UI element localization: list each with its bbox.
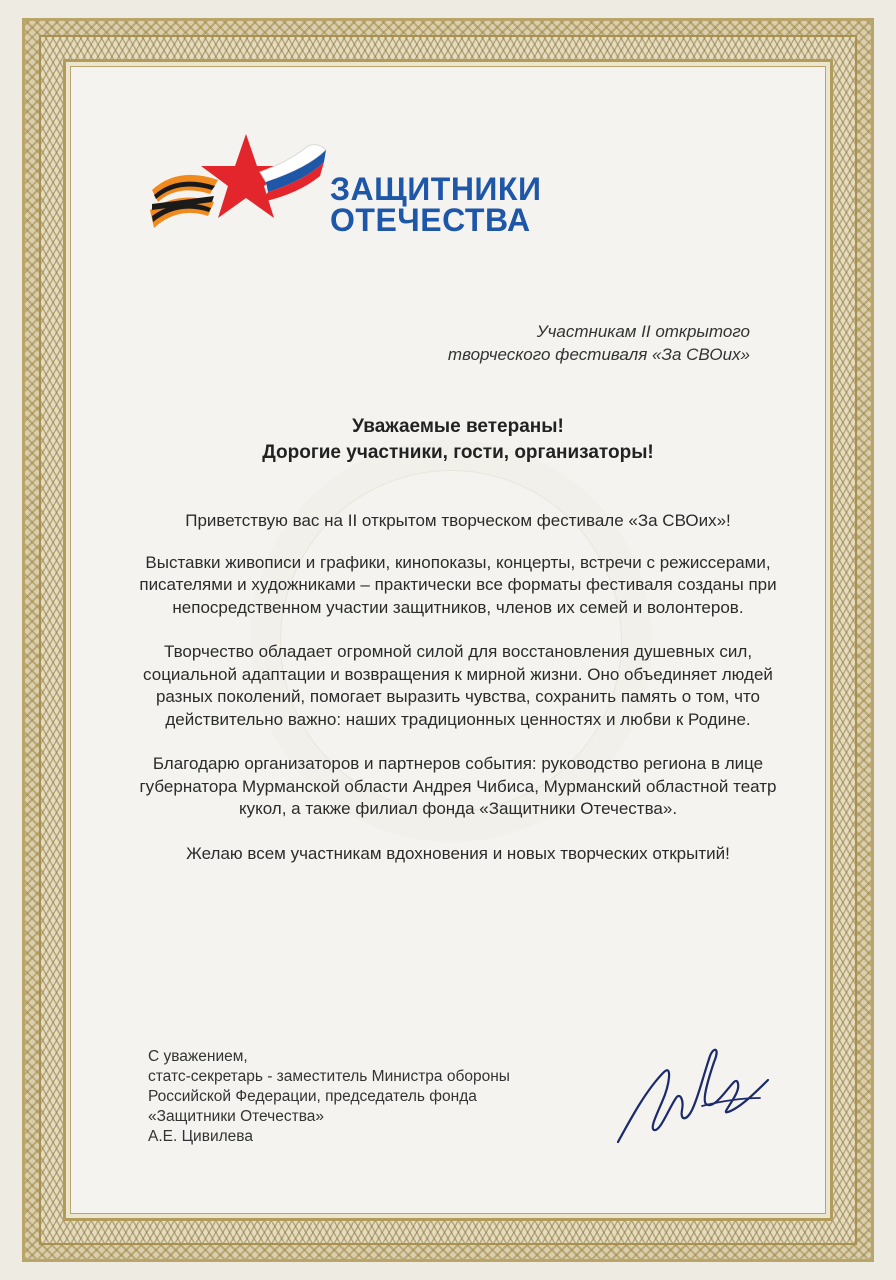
signoff-name: А.Е. Цивилева: [148, 1128, 253, 1145]
letter-body: [120, 510, 796, 887]
foundation-logo: [148, 132, 568, 242]
handwritten-signature-icon: [610, 1040, 780, 1150]
greeting-line-1: Уважаемые ветераны!: [352, 416, 564, 437]
signoff-title-1: статс-секретарь - заместитель Министра обороны: [148, 1068, 510, 1085]
paragraph-welcome: Приветствую вас на II открытом творческом фестивале «За СВОих»!: [185, 511, 731, 530]
signoff-organization: «Защитники Отечества»: [148, 1108, 325, 1125]
russian-flag-ribbon-icon: [260, 145, 326, 202]
logo-line-1: ЗАЩИТНИКИ: [330, 171, 542, 207]
signoff-block: [148, 1047, 588, 1147]
addressee-line-2: творческого фестиваля «За СВОих»: [447, 345, 750, 364]
paragraph-creativity: Творчество обладает огромной силой для восстановления душевных сил, социальной адаптации и возвращения к мирной жизни. Оно объединяет людей разных поколений, помогает выразить чувства, сохранить память о том, что действительно важно: наших традиционных ценностях и любви к Родине.: [143, 642, 773, 729]
st-george-ribbon-icon: [150, 175, 218, 228]
greeting-heading: [100, 414, 816, 466]
greeting-line-2: Дорогие участники, гости, организаторы!: [262, 442, 654, 463]
addressee-line-1: Участникам II открытого: [536, 322, 750, 341]
addressee-block: [330, 320, 750, 366]
logo-wordmark: [330, 171, 542, 238]
logo-line-2: ОТЕЧЕСТВА: [330, 202, 531, 238]
paragraph-wishes: Желаю всем участникам вдохновения и новых творческих открытий!: [186, 843, 730, 863]
logo-emblem-icon: [148, 132, 328, 242]
signoff-regards: С уважением,: [148, 1048, 248, 1065]
signoff-title-2: Российской Федерации, председатель фонда: [148, 1088, 477, 1105]
paragraph-formats: Выставки живописи и графики, кинопоказы, концерты, встречи с режиссерами, писателями и художниками – практически все форматы фестиваля созданы при непосредственном участии защитников, членов их семей и волонтеров.: [139, 552, 777, 617]
paragraph-thanks: Благодарю организаторов и партнеров события: руководство региона в лице губернатора Мурманской области Андрея Чибиса, Мурманский областной театр кукол, а также филиал фонда «Защитники Отечества».: [139, 754, 777, 818]
